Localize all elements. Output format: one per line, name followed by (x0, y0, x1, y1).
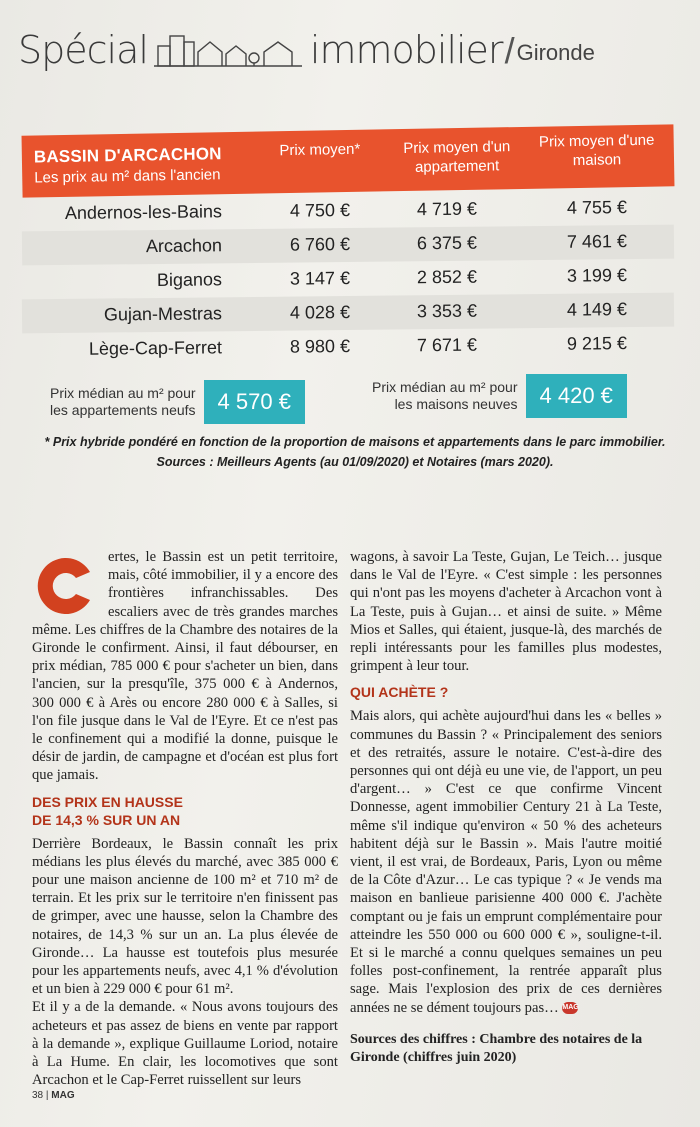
page-footer (32, 1090, 75, 1101)
paragraph-prices: Derrière Bordeaux, le Bassin connaît les prix médians les plus élevés du marché, avec 385 000 € pour une maison ancienne de 100 m² et 710 m² de terrain. Et les prix sur le territoire n'en finissent pas de grimper, avec une hausse, selon la Chambre des notaires, de 14,3 % sur un an. La plus élevée de Gironde… La hausse est toutefois plus mesurée pour les appartements neufs, avec 4,1 % d'évolution et un bien à 229 000 € pour 61 m². (32, 835, 338, 998)
mag-end-badge: MAG (562, 1002, 578, 1014)
header-special: Spécial (18, 28, 148, 72)
row-apartment: 2 852 € (416, 266, 478, 288)
median-house-value: 4 420 € (526, 374, 627, 418)
page-number: 38 (32, 1090, 44, 1101)
col-header-apartment: Prix moyen d'un appartement (403, 138, 511, 176)
table-region: BASSIN D'ARCACHON (33, 144, 222, 167)
footer-mag: MAG (51, 1090, 75, 1101)
article-column-right (350, 548, 662, 1067)
header-slash: / (504, 30, 515, 71)
row-house: 4 755 € (566, 197, 628, 218)
header-region: Gironde (516, 40, 595, 65)
col-header-average: Prix moyen* (279, 140, 361, 160)
row-city: Biganos (156, 269, 223, 291)
median-apartment-label-line2: les appartements neufs (50, 402, 196, 418)
row-house: 9 215 € (566, 333, 628, 354)
sources-note: Sources des chiffres : Chambre des notaires de la Gironde (chiffres juin 2020) (350, 1031, 643, 1066)
row-apartment: 4 719 € (416, 198, 478, 220)
col-header-house: Prix moyen d'une maison (538, 131, 655, 170)
row-apartment: 7 671 € (416, 334, 478, 356)
row-average: 8 980 € (289, 335, 351, 357)
median-house-label (372, 379, 518, 413)
median-apartment-label-line1: Prix médian au m² pour (50, 385, 196, 401)
row-average: 4 750 € (289, 199, 351, 221)
subhead-prices-line2: DE 14,3 % SUR UN AN (32, 811, 181, 828)
row-house: 7 461 € (566, 231, 628, 252)
row-city: Gujan-Mestras (103, 303, 223, 325)
footer-separator: | (45, 1090, 49, 1101)
subhead-buyers: QUI ACHÈTE ? (350, 684, 449, 701)
table-subtitle: Les prix au m² dans l'ancien (34, 166, 221, 187)
row-city: Lège-Cap-Ferret (88, 337, 223, 359)
median-apartment-label (50, 385, 196, 419)
subhead-prices-line1: DES PRIX EN HAUSSE (32, 793, 183, 810)
paragraph-intro: ertes, le Bassin est un petit territoire, mais, côté immobilier, il y a encore des frontières infranchissables. Des escaliers avec de très grandes marches même. Les chiffres de la Chambre des notaires de la Gironde le confirment. Ainsi, il faut débourser, en prix médian, 785 000 € pour s'acheter un bien, dans l'ancien, sur la presqu'île, 375 000 € à Andernos, 300 000 € à Arès ou encore 280 000 € à Salles, si l'on file jusque dans le Val de l'Eyre. Et ce n'est pas le confinement qui a modifié la donne, puisque le désir de jardin, de campagne et d'océan est plus fort que jamais. (32, 549, 338, 784)
subhead-prices (32, 793, 338, 829)
table-body (22, 194, 674, 364)
median-house (372, 374, 627, 418)
paragraph-buyers (350, 707, 662, 1016)
row-city: Arcachon (145, 235, 223, 257)
page-header (18, 28, 595, 72)
paragraph-wagons: wagons, à savoir La Teste, Gujan, Le Teich… jusque dans le Val de l'Eyre. « C'est simple : les personnes qui n'ont pas les moyens d'acheter à Arcachon vont à La Teste, puis à Gujan… et ainsi de suite. » Même Mios et Salles, qui étaient, jusque-là, des marchés de repli intéressants pour les familles plus modestes, grimpent à leur tour. (350, 549, 662, 675)
row-apartment: 3 353 € (416, 300, 478, 322)
row-average: 6 760 € (289, 233, 351, 255)
paragraph-buyers-text: Mais alors, qui achète aujourd'hui dans les « belles » communes du Bassin ? « Principalement des seniors et des retraités, assure le notaire. C'est-à-dire des personnes qui ont déjà eu une vie, de l'apport, un peu d'argent… » C'est ce que confirme Vincent Donnesse, agent immobilier Century 21 à La Teste, même s'il indique qu'environ « 50 % des acheteurs habitent déjà sur le Bassin ». Mais l'autre moitié vient, il est vrai, de Bordeaux, Paris, Lyon ou même de la Côte d'Azur… Le cas typique ? « Je vends ma maison en banlieue parisienne 400 000 €. J'achète comptant ou je fais un emprunt complémentaire pour atteindre les 550 000 ou 600 000 € », souligne-t-il. Et si le marché a connu quelques semaines un peu folles post-confinement, la rentrée apparaît plus sage. Mais l'explosion des prix de ces dernières années ne se dément toujours pas… (350, 708, 662, 1016)
article-column-left (32, 548, 338, 1089)
houses-icon (154, 28, 304, 68)
row-city: Andernos-les-Bains (64, 201, 223, 223)
table-row (22, 327, 674, 368)
table-header (22, 124, 675, 197)
row-average: 3 147 € (289, 267, 351, 289)
footnote-weighting: * Prix hybride pondéré en fonction de la proportion de maisons et appartements dans le parc immobilier. (44, 435, 666, 449)
table-footnote (30, 432, 680, 472)
median-apartment (50, 380, 305, 424)
header-immobilier: immobilier (309, 28, 503, 72)
row-house: 4 149 € (566, 299, 628, 320)
median-house-label-line2: les maisons neuves (394, 396, 518, 412)
row-apartment: 6 375 € (416, 232, 478, 254)
median-apartment-value: 4 570 € (204, 380, 305, 424)
row-house: 3 199 € (566, 265, 628, 286)
median-house-label-line1: Prix médian au m² pour (372, 379, 518, 395)
price-table (22, 130, 674, 364)
dropcap-c (32, 552, 100, 620)
footnote-sources: Sources : Meilleurs Agents (au 01/09/2020) et Notaires (mars 2020). (156, 455, 554, 469)
row-average: 4 028 € (289, 301, 351, 323)
paragraph-demand: Et il y a de la demande. « Nous avons toujours des acheteurs et pas assez de biens en vente par rapport à la demande », explique Guillaume Loriod, notaire à La Hume. En clair, les locomotives que sont Arcachon et le Cap-Ferret ruissellent sur leurs (32, 999, 338, 1089)
